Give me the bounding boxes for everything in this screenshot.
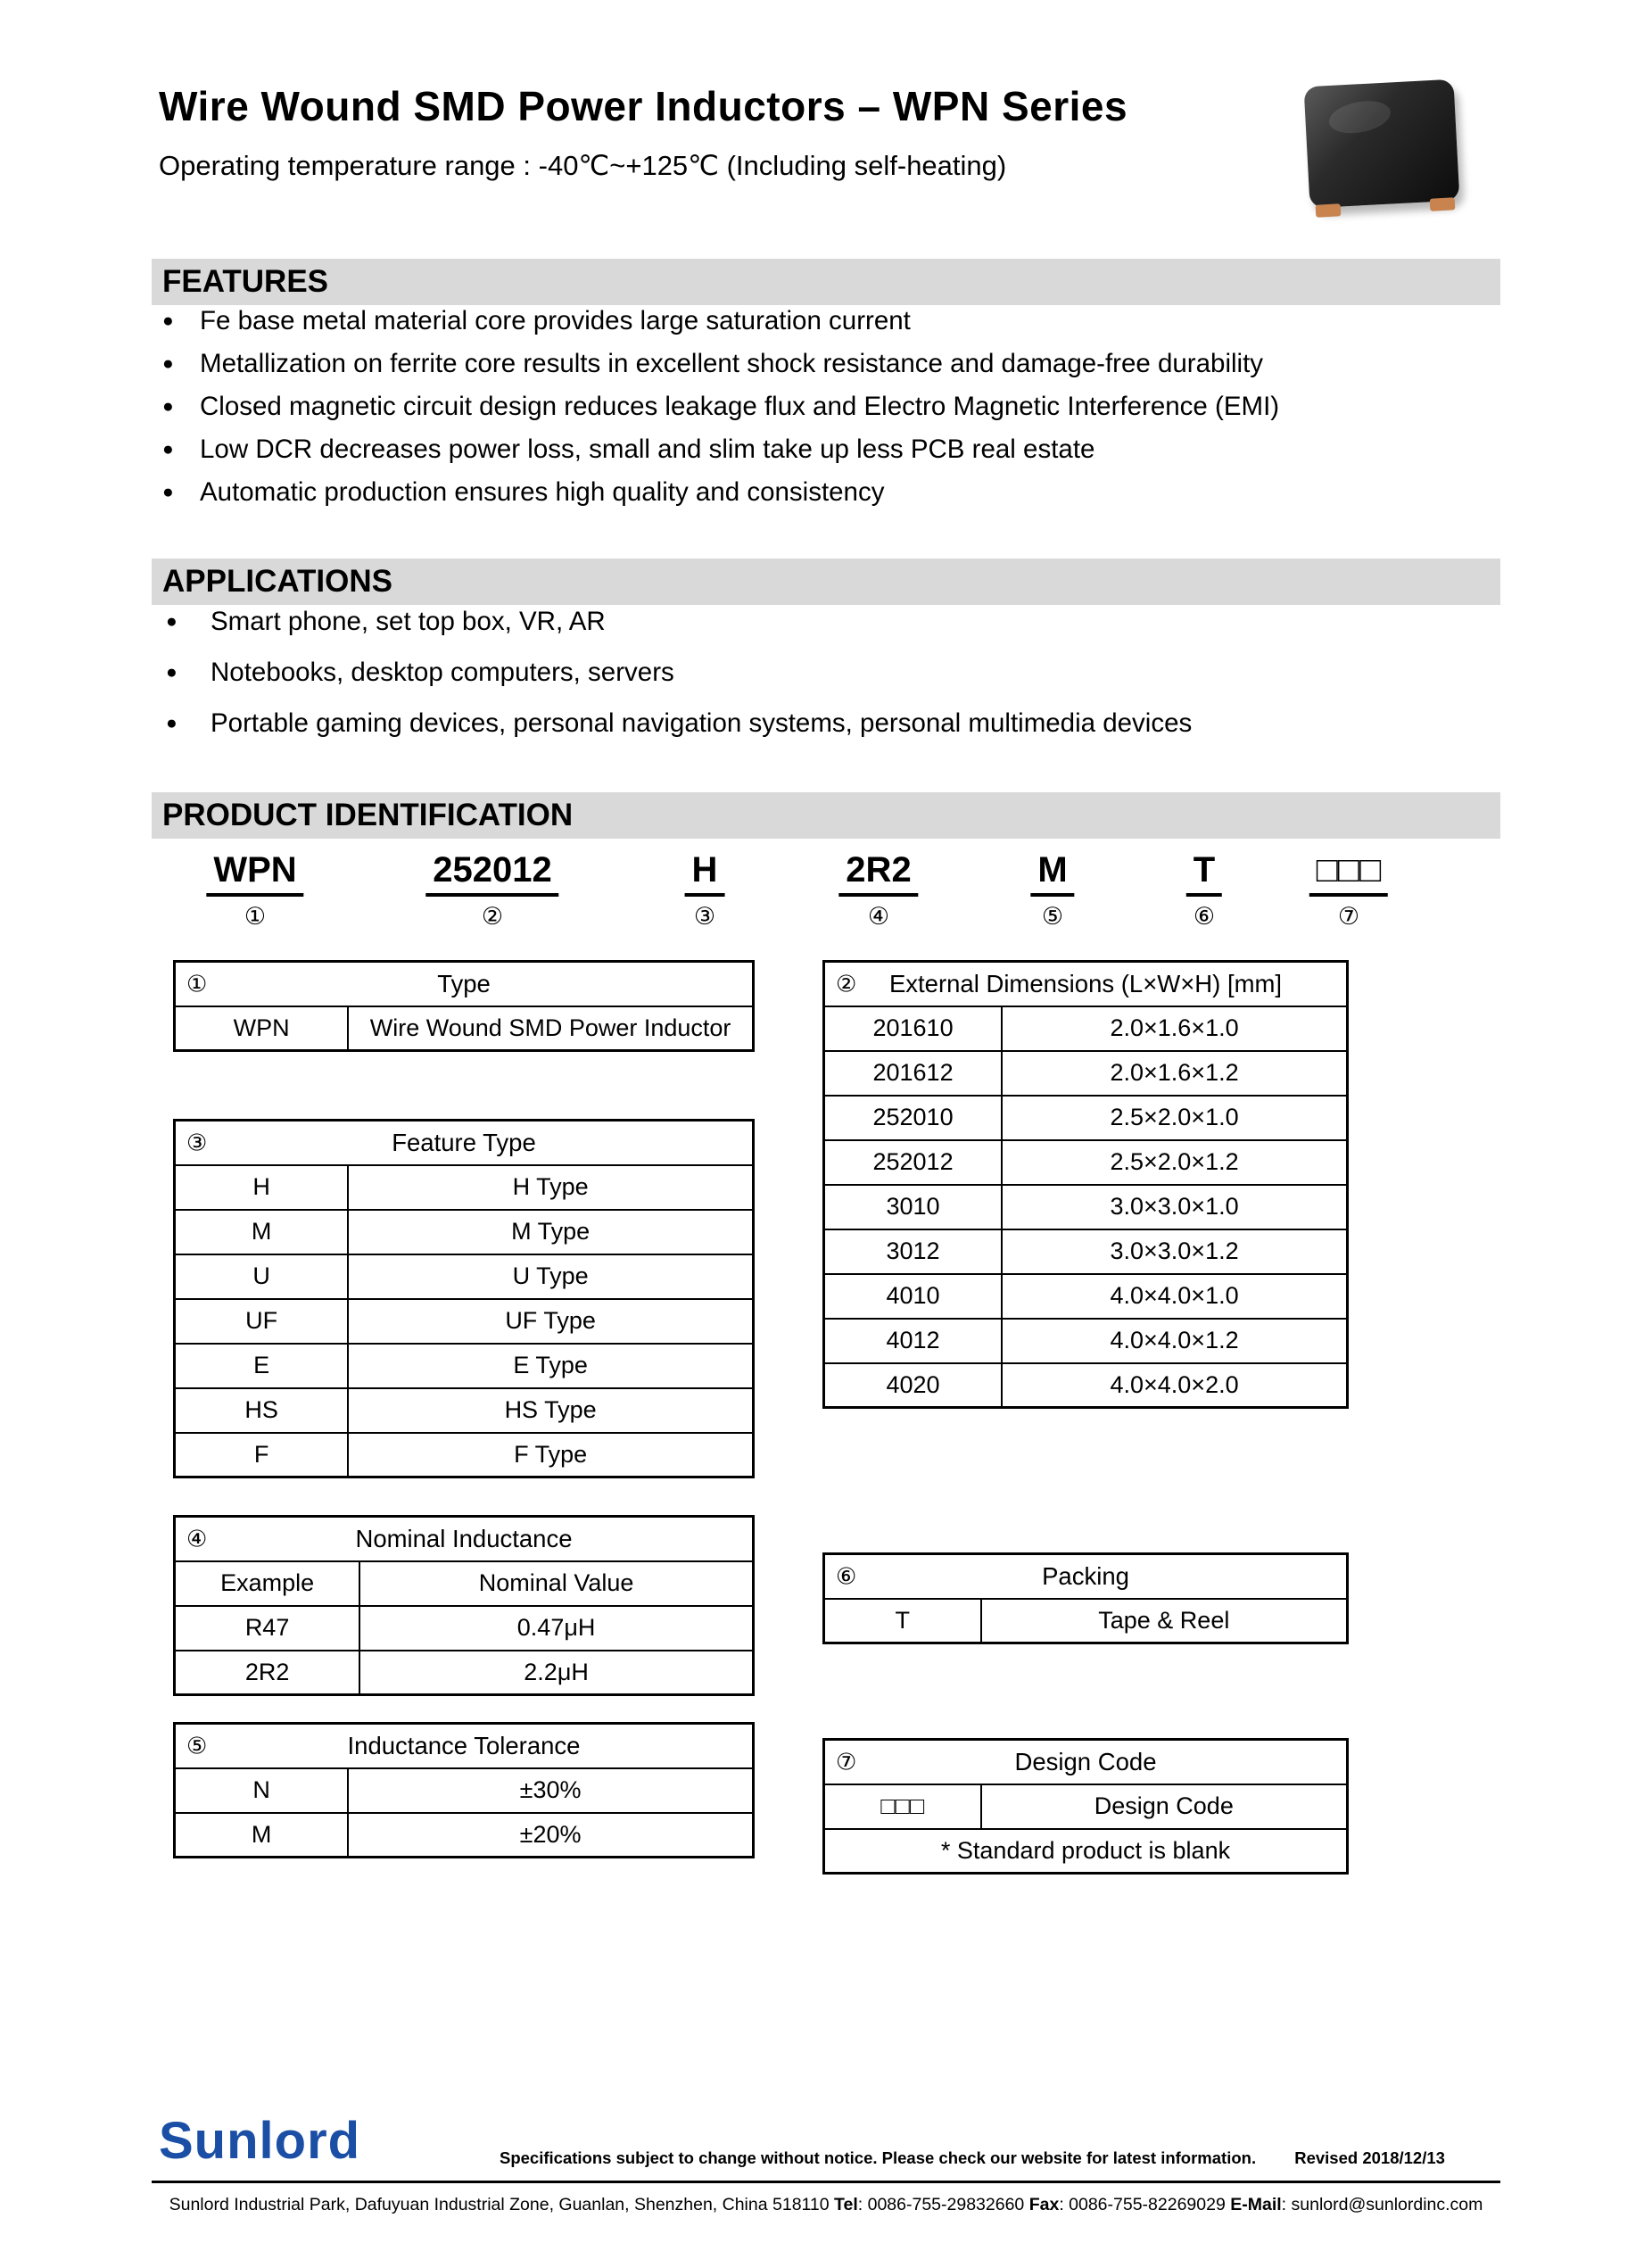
table-cell: 3.0×3.0×1.0 <box>1002 1185 1347 1229</box>
table-cell: 4.0×4.0×1.0 <box>1002 1274 1347 1319</box>
applications-heading: APPLICATIONS <box>152 559 1500 605</box>
table-header-row <box>175 962 754 1006</box>
table-cell: 2.5×2.0×1.0 <box>1002 1096 1347 1140</box>
nominal-inductance-table <box>173 1515 755 1696</box>
table-cell: M <box>175 1210 349 1254</box>
part-code-label: M <box>1030 849 1074 897</box>
table-row <box>175 1344 754 1388</box>
part-code-label: 2R2 <box>838 849 918 897</box>
features-list <box>152 300 1507 514</box>
bullet-item: ● Automatic production ensures high quality and consistency <box>152 471 1507 514</box>
table-cell: 2.2μH <box>359 1651 753 1695</box>
table-cell: U <box>175 1254 349 1299</box>
table-cell: 0.47μH <box>359 1606 753 1651</box>
table-row <box>824 1006 1348 1051</box>
inductor-gloss-highlight <box>1326 96 1393 138</box>
page-subtitle: Operating temperature range : -40℃~+125℃ (Including self-heating) <box>159 150 1007 181</box>
table-title: Design Code <box>1014 1747 1157 1775</box>
part-code-label: T <box>1186 849 1222 897</box>
table-cell: T <box>824 1599 981 1643</box>
part-code-segment <box>206 849 303 931</box>
table-cell: 201610 <box>824 1006 1003 1051</box>
table-title: Type <box>437 969 491 997</box>
address-text-run: Sunlord Industrial Park, Dafuyuan Industrial Zone, Guanlan, Shenzhen, China 518110 <box>169 2195 835 2214</box>
table-row <box>824 1319 1348 1363</box>
table-row <box>824 1829 1348 1874</box>
table-row <box>175 1210 754 1254</box>
circled-number-icon: ⑦ <box>836 1748 857 1775</box>
table-cell: 2.5×2.0×1.2 <box>1002 1140 1347 1185</box>
table-cell: UF <box>175 1299 349 1344</box>
product-identification-heading: PRODUCT IDENTIFICATION <box>152 792 1500 839</box>
address-text-run: E-Mail <box>1230 2195 1282 2214</box>
table-cell: 4.0×4.0×1.2 <box>1002 1319 1347 1363</box>
circled-number-icon: ⑤ <box>186 1732 208 1759</box>
circled-number-icon: ⑥ <box>1193 903 1216 930</box>
table-row <box>175 1606 754 1651</box>
circled-number-icon: ⑥ <box>836 1562 857 1590</box>
table-row <box>175 1768 754 1813</box>
table-title: Packing <box>1042 1561 1129 1590</box>
table-cell: H <box>175 1165 349 1210</box>
table-cell: 4.0×4.0×2.0 <box>1002 1363 1347 1408</box>
table-header-row <box>175 1517 754 1561</box>
table-cell: 4012 <box>824 1319 1003 1363</box>
address-text-run: Fax <box>1028 2195 1060 2214</box>
table-row <box>824 1051 1348 1096</box>
table-row <box>175 1254 754 1299</box>
table-header-row <box>824 1554 1348 1599</box>
circled-number-icon: ① <box>244 903 267 930</box>
circled-number-icon: ③ <box>693 903 716 930</box>
table-cell: 2.0×1.6×1.2 <box>1002 1051 1347 1096</box>
footer-address <box>0 2195 1652 2215</box>
table-row <box>175 1165 754 1210</box>
table-cell: HS Type <box>348 1388 753 1433</box>
bullet-item: ● Low DCR decreases power loss, small and slim take up less PCB real estate <box>152 428 1507 471</box>
table-title: Nominal Inductance <box>355 1524 573 1552</box>
footer-notice-text: Specifications subject to change without notice. Please check our website for latest information. <box>500 2148 1257 2167</box>
table-cell: □□□ <box>824 1784 981 1829</box>
table-cell: 3010 <box>824 1185 1003 1229</box>
table-row <box>824 1229 1348 1274</box>
bullet-item: ● Fe base metal material core provides large saturation current <box>152 300 1507 343</box>
part-code-segment <box>1309 849 1388 931</box>
table-row <box>824 1363 1348 1408</box>
table-cell: HS <box>175 1388 349 1433</box>
table-row <box>824 1784 1348 1829</box>
circled-number-icon: ⑦ <box>1337 903 1360 930</box>
table-cell: ±20% <box>348 1813 753 1858</box>
table-header-row <box>175 1724 754 1768</box>
table-row <box>175 1299 754 1344</box>
part-number-breakdown <box>0 849 1652 956</box>
address-text-run: : 0086-755-29832660 <box>857 2195 1029 2214</box>
part-code-segment <box>1186 849 1222 931</box>
part-code-segment <box>838 849 918 931</box>
part-code-segment <box>685 849 725 931</box>
table-cell: 201612 <box>824 1051 1003 1096</box>
applications-list <box>152 596 1507 749</box>
table-cell: H Type <box>348 1165 753 1210</box>
address-text-run: : 0086-755-82269029 <box>1059 2195 1231 2214</box>
part-code-label: 252012 <box>425 849 558 897</box>
table-row <box>175 1651 754 1695</box>
external-dimensions-table <box>822 960 1349 1409</box>
design-code-table <box>822 1738 1349 1875</box>
bullet-item: ● Metallization on ferrite core results in excellent shock resistance and damage-free durability <box>152 343 1507 385</box>
circled-number-icon: ① <box>186 970 208 997</box>
table-cell: 252012 <box>824 1140 1003 1185</box>
table-cell: Nominal Value <box>359 1561 753 1606</box>
table-cell: 3.0×3.0×1.2 <box>1002 1229 1347 1274</box>
bullet-item: ● Notebooks, desktop computers, servers <box>152 647 1507 698</box>
table-cell: Wire Wound SMD Power Inductor <box>348 1006 753 1051</box>
table-title: Inductance Tolerance <box>347 1731 581 1759</box>
table-cell: M Type <box>348 1210 753 1254</box>
table-cell: 2.0×1.6×1.0 <box>1002 1006 1347 1051</box>
sunlord-logo: Sunlord <box>159 2112 361 2170</box>
part-code-label: □□□ <box>1309 849 1388 897</box>
table-row <box>824 1274 1348 1319</box>
table-title: External Dimensions (L×W×H) [mm] <box>888 969 1283 997</box>
part-code-segment <box>425 849 558 931</box>
table-cell: Design Code <box>981 1784 1348 1829</box>
circled-number-icon: ④ <box>867 903 890 930</box>
inductance-tolerance-table <box>173 1722 755 1858</box>
table-cell: * Standard product is blank <box>824 1829 1348 1874</box>
circled-number-icon: ③ <box>186 1129 208 1156</box>
table-cell: UF Type <box>348 1299 753 1344</box>
table-row <box>824 1096 1348 1140</box>
page-title: Wire Wound SMD Power Inductors – WPN Series <box>159 83 1128 129</box>
table-row <box>824 1140 1348 1185</box>
inductor-body-image <box>1304 79 1460 209</box>
table-cell: N <box>175 1768 349 1813</box>
part-code-label: H <box>685 849 725 897</box>
table-cell: 252010 <box>824 1096 1003 1140</box>
table-row <box>824 1599 1348 1643</box>
table-cell: 4010 <box>824 1274 1003 1319</box>
product-photo <box>1298 76 1476 232</box>
bullet-item: ● Portable gaming devices, personal navigation systems, personal multimedia devices <box>152 698 1507 749</box>
feature-type-table <box>173 1119 755 1478</box>
packing-table <box>822 1552 1349 1644</box>
table-cell: E Type <box>348 1344 753 1388</box>
table-cell: ±30% <box>348 1768 753 1813</box>
table-cell: F <box>175 1433 349 1477</box>
bullet-item: ● Closed magnetic circuit design reduces leakage flux and Electro Magnetic Interference (EMI) <box>152 385 1507 428</box>
table-cell: R47 <box>175 1606 360 1651</box>
table-cell: F Type <box>348 1433 753 1477</box>
address-text-run: Tel <box>834 2195 858 2214</box>
bullet-item: ● Smart phone, set top box, VR, AR <box>152 596 1507 647</box>
inductor-terminal-right <box>1430 197 1456 211</box>
circled-number-icon: ② <box>481 903 504 930</box>
part-code-segment <box>1030 849 1074 931</box>
table-row <box>175 1433 754 1477</box>
table-cell: 4020 <box>824 1363 1003 1408</box>
circled-number-icon: ④ <box>186 1525 208 1552</box>
circled-number-icon: ② <box>836 970 857 997</box>
table-header-row <box>175 1121 754 1165</box>
table-cell: Example <box>175 1561 360 1606</box>
table-row <box>824 1185 1348 1229</box>
table-cell: 2R2 <box>175 1651 360 1695</box>
table-cell: E <box>175 1344 349 1388</box>
table-cell: U Type <box>348 1254 753 1299</box>
table-row <box>175 1388 754 1433</box>
table-header-row <box>824 1740 1348 1784</box>
circled-number-icon: ⑤ <box>1041 903 1064 930</box>
revision-date: Revised 2018/12/13 <box>1294 2148 1445 2167</box>
table-cell: 3012 <box>824 1229 1003 1274</box>
table-row <box>175 1813 754 1858</box>
table-cell: WPN <box>175 1006 349 1051</box>
features-heading: FEATURES <box>152 259 1500 305</box>
table-cell: Tape & Reel <box>981 1599 1348 1643</box>
table-row <box>175 1006 754 1051</box>
table-title: Feature Type <box>392 1128 536 1156</box>
footer-divider <box>152 2181 1500 2183</box>
table-cell: M <box>175 1813 349 1858</box>
table-header-row <box>824 962 1348 1006</box>
part-code-label: WPN <box>206 849 303 897</box>
address-text-run: : sunlord@sunlordinc.com <box>1281 2195 1483 2214</box>
inductor-terminal-left <box>1316 203 1342 217</box>
footer-notice <box>500 2148 1445 2168</box>
table-row <box>175 1561 754 1606</box>
type-table <box>173 960 755 1052</box>
